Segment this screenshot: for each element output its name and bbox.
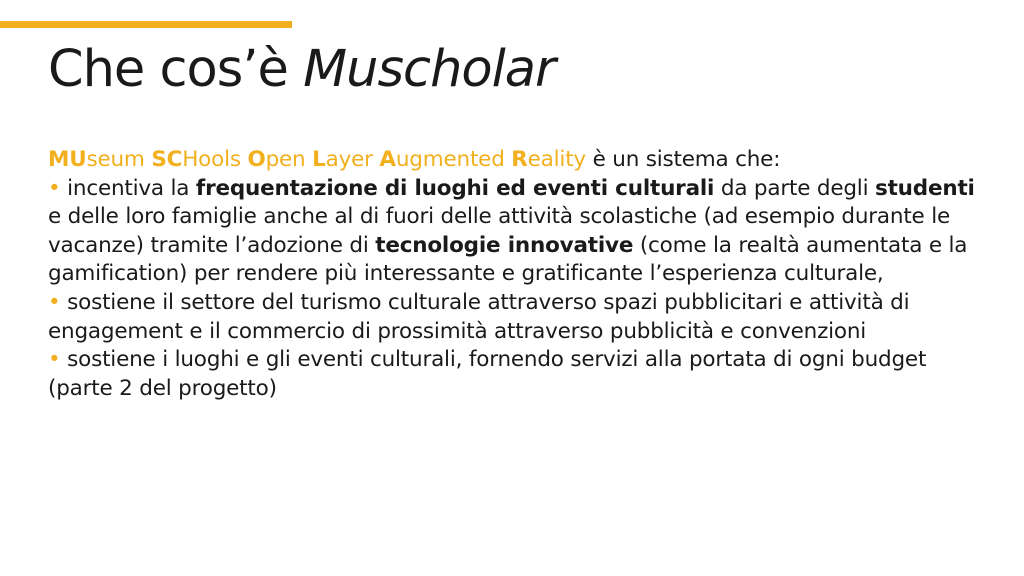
title-prefix: Che cos’è — [48, 40, 304, 99]
acronym-rest: eality — [527, 147, 586, 172]
acronym-initial: MU — [48, 147, 87, 172]
acronym-word — [48, 147, 145, 172]
bullet-dot-icon: • — [48, 289, 61, 315]
acronym-rest: ugmented — [395, 147, 505, 172]
title-emphasis: Muscholar — [303, 40, 555, 99]
bullet-text: (come la realtà aumentata e la gamification) per rendere più interessante e gratificante l’esperienza culturale, — [48, 232, 968, 287]
slide-body — [48, 146, 993, 403]
title-accent-bar — [0, 21, 292, 28]
acronym-word — [379, 147, 504, 172]
acronym-rest: seum — [86, 147, 145, 172]
acronym-rest: pen — [265, 147, 306, 172]
acronym-expansion — [48, 147, 586, 172]
bullet-dot-icon: • — [48, 175, 61, 201]
bullet-text-bold: studenti — [874, 175, 975, 201]
acronym-word — [247, 147, 305, 172]
acronym-word — [511, 147, 586, 172]
bullet-dot-icon: • — [48, 347, 61, 373]
acronym-rest: Hools — [182, 147, 241, 172]
acronym-rest: ayer — [325, 147, 373, 172]
bullet-text-bold: tecnologie innovative — [375, 232, 634, 258]
bullet-text: sostiene il settore del turismo culturale attraverso spazi pubblicitari e attività di engagement e il commercio di prossimità attraverso pubblicità e convenzioni — [48, 289, 910, 344]
bullet-text-bold: frequentazione di luoghi ed eventi culturali — [195, 175, 715, 201]
acronym-word — [151, 147, 241, 172]
page-title — [48, 40, 555, 99]
bullet-item — [48, 175, 993, 289]
acronym-initial: A — [379, 147, 396, 172]
bullet-item — [48, 289, 993, 346]
bullet-text: incentiva la — [60, 175, 196, 201]
acronym-initial: SC — [151, 147, 183, 172]
acronym-word — [312, 147, 373, 172]
bullet-item — [48, 346, 993, 403]
bullet-text: e delle loro famiglie anche al di fuori delle attività scolastiche (ad esempio durante le vacanze) tramite l’adozione di — [48, 204, 951, 258]
bullet-text: sostiene i luoghi e gli eventi culturali, fornendo servizi alla portata di ogni budget (parte 2 del progetto) — [48, 347, 927, 401]
acronym-initial: L — [312, 147, 326, 172]
intro-tail: è un sistema che: — [585, 147, 781, 172]
acronym-initial: R — [511, 147, 528, 172]
bullet-text: da parte degli — [714, 175, 875, 201]
intro-paragraph — [48, 146, 993, 175]
acronym-initial: O — [247, 147, 266, 172]
